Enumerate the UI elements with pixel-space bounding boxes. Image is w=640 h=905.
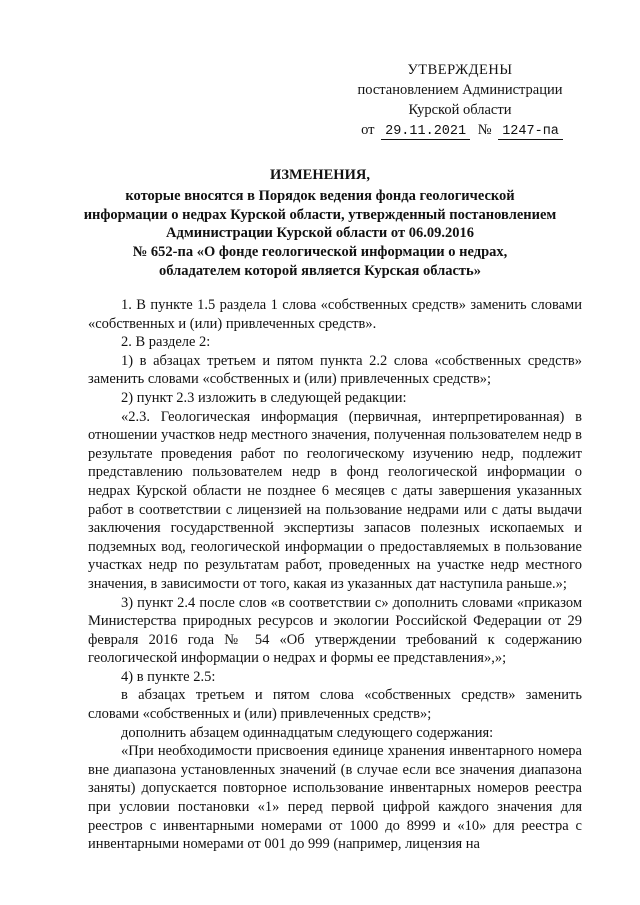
document-title xyxy=(60,166,580,281)
paragraph: дополнить абзацем одиннадцатым следующего содержания: xyxy=(121,724,494,741)
approval-line-2: Курской области xyxy=(408,102,512,118)
paragraph: «2.3. Геологическая информация (первичная, интерпретированная) в отношении участков недр местного значения, полученная пользователем недр в результате проведения работ по геологическому изучению недр, подлежит представлению пользователем недр в фонд геологической информации о недрах Курской области не позднее 6 месяцев с даты завершения указанных работ в соответствии с лицензией на пользование недрами или с даты выдачи заключения государственной экспертизы запасов полезных ископаемых и подземных вод, геологической информации о предоставляемых в пользование участках недр по результатам работ, проведенных на участке недр местного значения, в зависимости от того, какая из указанных дат наступила раньше.»; xyxy=(88,408,582,592)
paragraph: 3) пункт 2.4 после слов «в соответствии с» дополнить словами «приказом Министерства природных ресурсов и экологии Российской Федерации от 29 февраля 2016 года № 54 «Об утверждении требований к содержанию геологической информации о недрах и формы ее представления»,»; xyxy=(88,594,582,667)
title-line: информации о недрах Курской области, утвержденный постановлением xyxy=(83,206,557,223)
approval-line-1: постановлением Администрации xyxy=(357,82,563,98)
approval-stamp xyxy=(330,60,590,142)
paragraph: 2. В разделе 2: xyxy=(121,334,211,351)
title-heading: ИЗМЕНЕНИЯ, xyxy=(270,167,370,183)
paragraph: «При необходимости присвоения единице хранения инвентарного номера вне диапазона установленных значений (в случае если все значения диапазона заняты) допускается повторное использование инвентарных номеров реестра при условии постановки «1» перед первой цифрой каждого значения для реестров с инвентарными номерами от 1000 до 8999 и «10» для реестра с инвентарными номерами от 001 до 999 (например, лицензия на xyxy=(88,743,582,853)
approval-date-row xyxy=(334,120,590,142)
paragraph: 2) пункт 2.3 изложить в следующей редакции: xyxy=(121,389,407,406)
paragraph: 1) в абзацах третьем и пятом пункта 2.2 слова «собственных средств» заменить словами «собственных и (или) привлеченных средств»; xyxy=(88,352,582,388)
approval-status: УТВЕРЖДЕНЫ xyxy=(407,62,513,78)
approval-number: 1247-па xyxy=(498,124,563,140)
paragraph: в абзацах третьем и пятом слова «собственных средств» заменить словами «собственных и (или) привлеченных средств»; xyxy=(88,687,582,723)
number-prefix: № xyxy=(477,122,492,138)
title-line: обладателем которой является Курская область» xyxy=(159,262,481,279)
paragraph: 4) в пункте 2.5: xyxy=(121,668,216,685)
title-line: № 652-па «О фонде геологической информации о недрах, xyxy=(132,244,508,261)
paragraph: 1. В пункте 1.5 раздела 1 слова «собственных средств» заменить словами «собственных и (или) привлеченных средств». xyxy=(88,297,582,332)
date-prefix: от xyxy=(361,122,375,138)
document-body xyxy=(88,296,582,854)
title-line: которые вносятся в Порядок ведения фонда геологической xyxy=(125,187,515,204)
title-line: Администрации Курской области от 06.09.2016 xyxy=(166,225,474,242)
approval-date: 29.11.2021 xyxy=(381,124,470,140)
